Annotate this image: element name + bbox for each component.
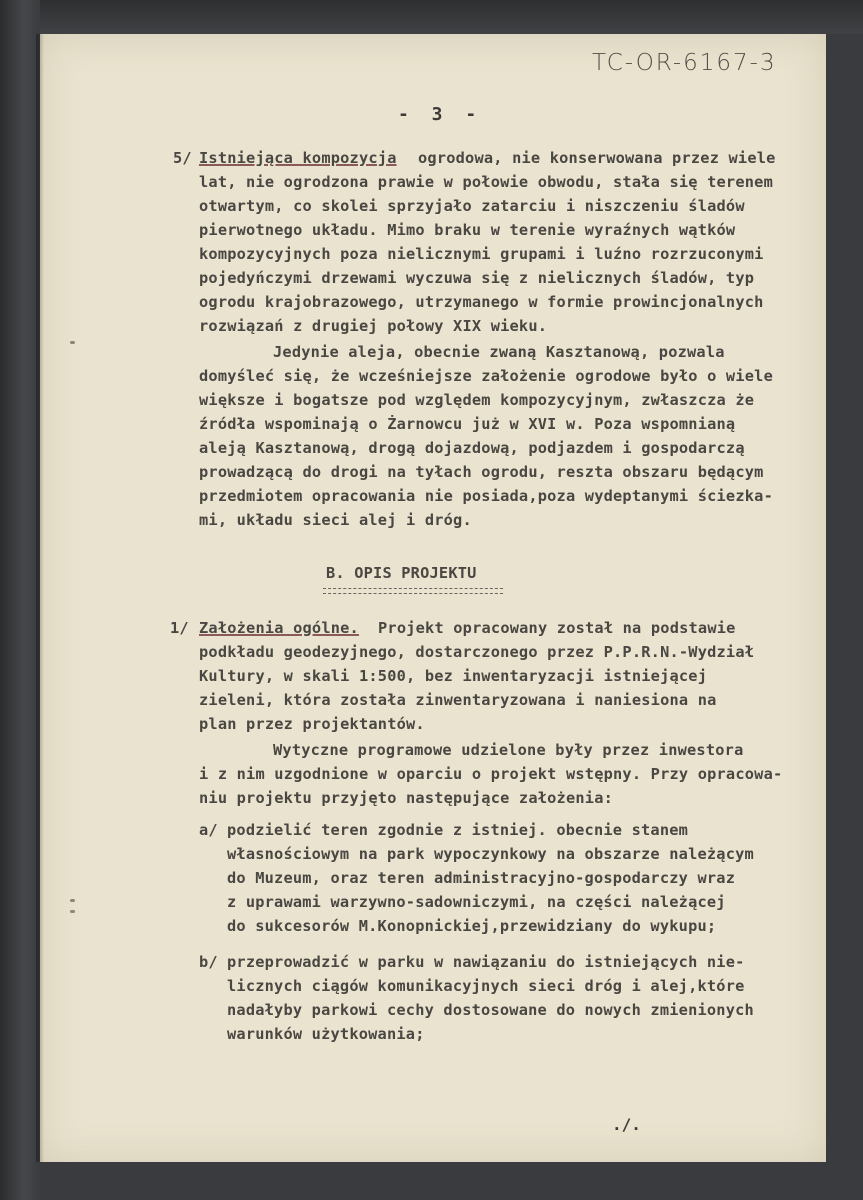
text-line: aleją Kasztanową, drogą dojazdową, podjazdem i gospodarczą bbox=[199, 439, 745, 457]
text-line: rozwiązań z drugiej połowy XIX wieku. bbox=[199, 317, 548, 335]
list-item-line: z uprawami warzywno-sadowniczymi, na części należącej bbox=[227, 893, 726, 911]
continuation-mark: ./. bbox=[612, 1115, 641, 1134]
punch-mark bbox=[70, 899, 75, 902]
section-5-lead: Istniejąca kompozycja bbox=[199, 149, 397, 167]
section-5-marker: 5/ bbox=[173, 149, 192, 167]
list-item-line: do Muzeum, oraz teren administracyjno-gospodarczy wraz bbox=[227, 869, 736, 887]
text-line: domyśleć się, że wcześniejsze założenie ogrodowe było o wiele bbox=[199, 367, 773, 385]
list-item-marker: b/ bbox=[199, 953, 218, 971]
list-item-line: przeprowadzić w parku w nawiązaniu do istniejących nie- bbox=[227, 953, 745, 971]
text-line: Wytyczne programowe udzielone były przez inwestora bbox=[273, 741, 744, 759]
text-line: przedmiotem opracowania nie posiada,poza wydeptanymi ściezka- bbox=[199, 487, 773, 505]
text-line: ogrodu krajobrazowego, utrzymanego w formie prowincjonalnych bbox=[199, 293, 764, 311]
text-line: prowadzącą do drogi na tyłach ogrodu, reszta obszaru będącym bbox=[199, 463, 764, 481]
scan-background-left bbox=[0, 0, 40, 1200]
scan-background-top bbox=[0, 0, 863, 34]
section-1-marker: 1/ bbox=[170, 619, 189, 637]
text-line: plan przez projektantów. bbox=[199, 715, 425, 733]
section-1-lead: Założenia ogólne. bbox=[199, 619, 359, 637]
list-item-line: licznych ciągów komunikacyjnych sieci dróg i alej,które bbox=[227, 977, 745, 995]
list-item-line: warunków użytkowania; bbox=[227, 1025, 425, 1043]
text-line: zieleni, która została zinwentaryzowana i naniesiona na bbox=[199, 691, 717, 709]
list-item-marker: a/ bbox=[199, 821, 218, 839]
list-item-line: podzielić teren zgodnie z istniej. obecnie stanem bbox=[227, 821, 689, 839]
text-line: ogrodowa, nie konserwowana przez wiele bbox=[418, 149, 776, 167]
punch-mark bbox=[70, 341, 75, 344]
punch-mark bbox=[70, 910, 75, 913]
text-line: i z nim uzgodnione w oparciu o projekt wstępny. Przy opracowa- bbox=[199, 765, 783, 783]
page-shadow bbox=[36, 34, 44, 1162]
archive-signature-mark: TC-OR-6167-3 bbox=[592, 50, 777, 76]
text-line: Kultury, w skali 1:500, bez inwentaryzacji istniejącej bbox=[199, 667, 708, 685]
text-line: niu projektu przyjęto następujące założenia: bbox=[199, 789, 614, 807]
text-line: lat, nie ogrodzona prawie w połowie obwodu, stała się terenem bbox=[199, 173, 773, 191]
text-line: większe i bogatsze pod względem kompozycyjnym, zwłaszcza że bbox=[199, 391, 755, 409]
text-line: Jedynie aleja, obecnie zwaną Kasztanową, pozwala bbox=[273, 343, 725, 361]
section-heading: B. OPIS PROJEKTU bbox=[326, 564, 477, 582]
text-line: pierwotnego układu. Mimo braku w terenie wyraźnych wątków bbox=[199, 221, 736, 239]
text-line: Projekt opracowany został na podstawie bbox=[378, 619, 736, 637]
text-line: pojedyńczymi drzewami wyczuwa się z nielicznych śladów, typ bbox=[199, 269, 755, 287]
heading-underline bbox=[323, 588, 503, 594]
list-item-line: do sukcesorów M.Konopnickiej,przewidziany do wykupu; bbox=[227, 917, 717, 935]
text-line: kompozycyjnych poza nielicznymi grupami i luźno rozrzuconymi bbox=[199, 245, 764, 263]
text-line: otwartym, co skolei sprzyjało zatarciu i niszczeniu śladów bbox=[199, 197, 745, 215]
text-line: źródła wspominają o Żarnowcu już w XVI w. Poza wspomnianą bbox=[199, 415, 736, 433]
text-line: mi, układu sieci alej i dróg. bbox=[199, 511, 472, 529]
list-item-line: własnościowym na park wypoczynkowy na obszarze należącym bbox=[227, 845, 754, 863]
text-line: podkładu geodezyjnego, dostarczonego przez P.P.R.N.-Wydział bbox=[199, 643, 755, 661]
list-item-line: nadałyby parkowi cechy dostosowane do nowych zmienionych bbox=[227, 1001, 754, 1019]
page-number: - 3 - bbox=[398, 104, 483, 125]
